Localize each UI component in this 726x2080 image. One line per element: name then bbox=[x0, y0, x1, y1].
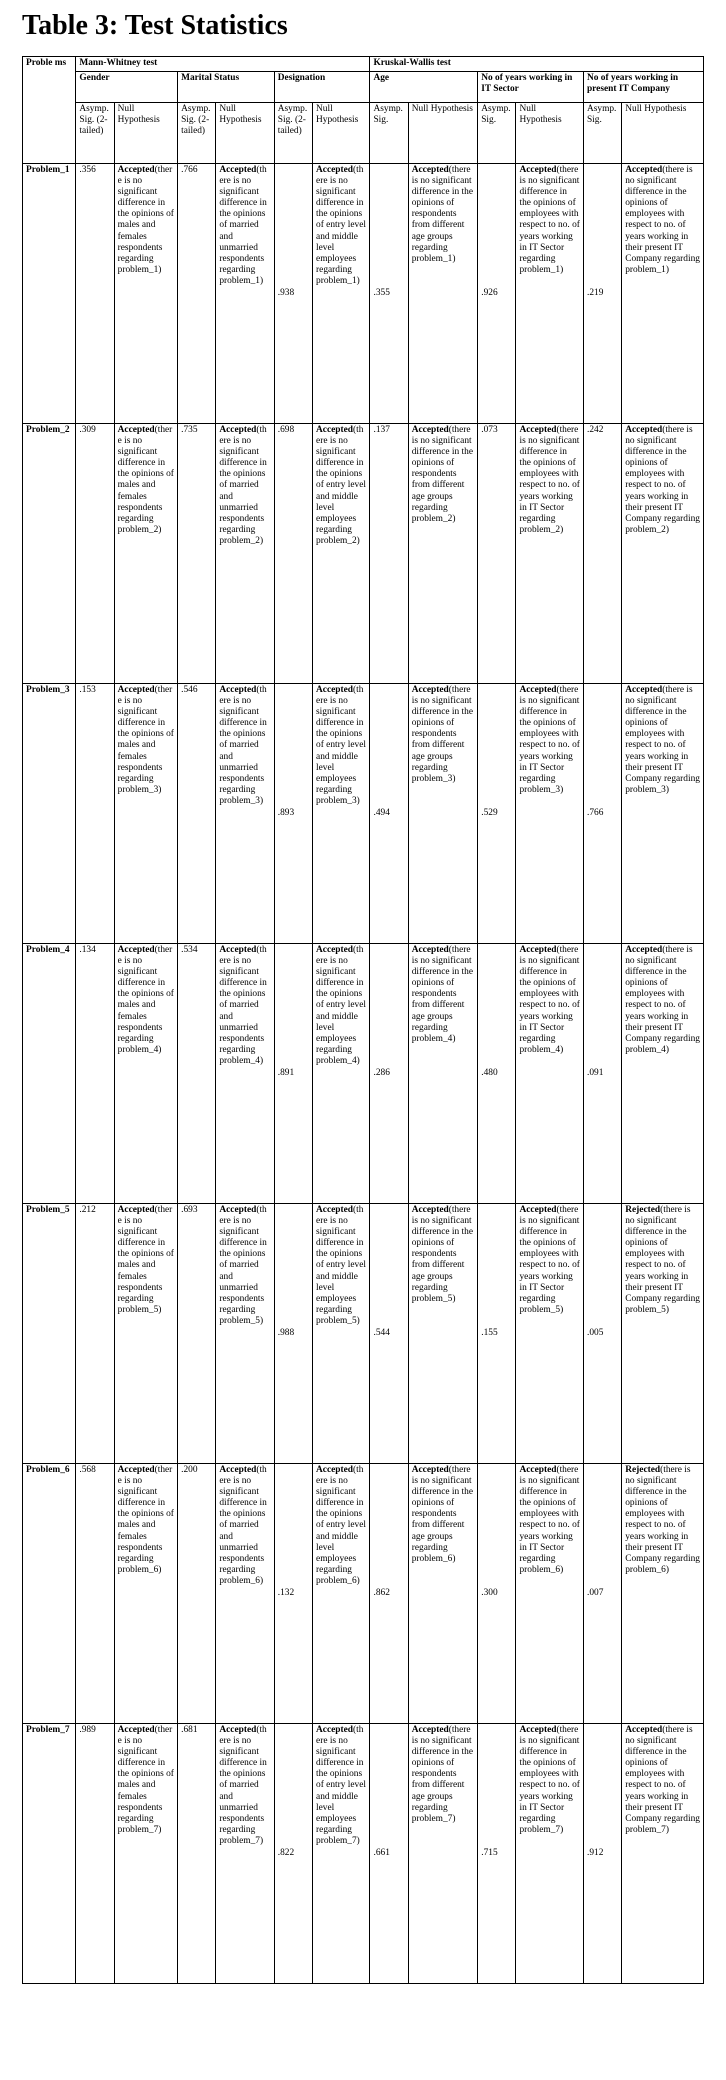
header-age-null: Null Hypothesis bbox=[408, 103, 477, 164]
header-gender: Gender bbox=[76, 72, 178, 103]
designation-sig: .938 bbox=[274, 164, 312, 424]
age-hypothesis bbox=[408, 1724, 477, 1984]
header-years-present-company: No of years working in present IT Company bbox=[583, 72, 703, 103]
company-sig: .091 bbox=[583, 944, 621, 1204]
sector-explanation: (there is no significant difference in the opinions of employees with respect to no. of years working in IT Sector regarding problem_5) bbox=[519, 1205, 580, 1315]
gender-explanation: (there is no significant difference in the opinions of males and females respondents regarding problem_4) bbox=[117, 945, 174, 1055]
header-designation-null: Null Hypothesis bbox=[313, 103, 370, 164]
company-explanation: (there is no significant difference in the opinions of employees with respect to no. of years working in their present IT Company regarding problem_6) bbox=[625, 1465, 700, 1575]
marital-outcome: Accepted bbox=[219, 1205, 257, 1215]
age-sig: .494 bbox=[370, 684, 408, 944]
marital-hypothesis bbox=[216, 1204, 274, 1464]
company-hypothesis bbox=[622, 1464, 704, 1724]
marital-sig: .681 bbox=[178, 1724, 216, 1984]
marital-sig: .693 bbox=[178, 1204, 216, 1464]
company-explanation: (there is no significant difference in the opinions of employees with respect to no. of years working in their present IT Company regarding problem_4) bbox=[625, 945, 700, 1055]
marital-hypothesis bbox=[216, 164, 274, 424]
company-sig: .912 bbox=[583, 1724, 621, 1984]
header-designation: Designation bbox=[274, 72, 370, 103]
designation-sig: .132 bbox=[274, 1464, 312, 1724]
sector-hypothesis bbox=[516, 1464, 583, 1724]
designation-hypothesis bbox=[313, 1724, 370, 1984]
header-sector-sig: Asymp. Sig. bbox=[478, 103, 516, 164]
gender-sig: .356 bbox=[76, 164, 114, 424]
marital-sig: .766 bbox=[178, 164, 216, 424]
gender-hypothesis bbox=[114, 424, 177, 684]
age-sig: .137 bbox=[370, 424, 408, 684]
marital-sig: .534 bbox=[178, 944, 216, 1204]
marital-sig: .546 bbox=[178, 684, 216, 944]
company-explanation: (there is no significant difference in the opinions of employees with respect to no. of years working in their present IT Company regarding problem_1) bbox=[625, 165, 700, 275]
gender-explanation: (there is no significant difference in the opinions of males and females respondents regarding problem_7) bbox=[117, 1725, 174, 1835]
header-marital-null: Null Hypothesis bbox=[216, 103, 274, 164]
header-problems: Proble ms bbox=[23, 57, 76, 164]
designation-sig: .988 bbox=[274, 1204, 312, 1464]
gender-explanation: (there is no significant difference in the opinions of males and females respondents regarding problem_3) bbox=[117, 685, 174, 795]
table-row bbox=[23, 684, 704, 944]
gender-sig: .568 bbox=[76, 1464, 114, 1724]
company-hypothesis bbox=[622, 164, 704, 424]
sector-hypothesis bbox=[516, 1724, 583, 1984]
sector-outcome: Accepted bbox=[519, 1465, 557, 1475]
gender-outcome: Accepted bbox=[117, 945, 155, 955]
sector-explanation: (there is no significant difference in the opinions of employees with respect to no. of years working in IT Sector regarding problem_2) bbox=[519, 425, 580, 535]
age-hypothesis bbox=[408, 1204, 477, 1464]
age-explanation: (there is no significant difference in the opinions of respondents from different age groups regarding problem_7) bbox=[411, 1725, 473, 1824]
company-hypothesis bbox=[622, 1724, 704, 1984]
gender-sig: .309 bbox=[76, 424, 114, 684]
table-row bbox=[23, 424, 704, 684]
gender-explanation: (there is no significant difference in the opinions of males and females respondents regarding problem_1) bbox=[117, 165, 174, 275]
age-outcome: Accepted bbox=[411, 1465, 449, 1475]
designation-hypothesis bbox=[313, 164, 370, 424]
designation-sig: .822 bbox=[274, 1724, 312, 1984]
designation-outcome: Accepted bbox=[316, 945, 353, 955]
header-company-sig: Asymp. Sig. bbox=[583, 103, 621, 164]
marital-explanation: (there is no significant difference in the opinions of married and unmarried respondents regarding problem_3) bbox=[219, 685, 267, 806]
designation-hypothesis bbox=[313, 424, 370, 684]
marital-outcome: Accepted bbox=[219, 945, 257, 955]
company-outcome: Accepted bbox=[625, 165, 663, 175]
header-mann-whitney: Mann-Whitney test bbox=[76, 57, 370, 72]
age-sig: .355 bbox=[370, 164, 408, 424]
company-sig: .007 bbox=[583, 1464, 621, 1724]
age-hypothesis bbox=[408, 424, 477, 684]
age-explanation: (there is no significant difference in the opinions of respondents from different age groups regarding problem_2) bbox=[411, 425, 473, 524]
gender-sig: .212 bbox=[76, 1204, 114, 1464]
marital-explanation: (there is no significant difference in the opinions of married and unmarried respondents regarding problem_4) bbox=[219, 945, 267, 1066]
designation-explanation: (there is no significant difference in the opinions of entry level and middle level employees regarding problem_5) bbox=[316, 1205, 367, 1326]
marital-outcome: Accepted bbox=[219, 425, 257, 435]
age-hypothesis bbox=[408, 684, 477, 944]
gender-hypothesis bbox=[114, 684, 177, 944]
age-explanation: (there is no significant difference in the opinions of respondents from different age groups regarding problem_6) bbox=[411, 1465, 473, 1564]
designation-explanation: (there is no significant difference in the opinions of entry level and middle level employees regarding problem_3) bbox=[316, 685, 367, 806]
problem-label: Problem_7 bbox=[23, 1724, 76, 1984]
age-hypothesis bbox=[408, 1464, 477, 1724]
designation-outcome: Accepted bbox=[316, 1725, 353, 1735]
gender-explanation: (there is no significant difference in the opinions of males and females respondents regarding problem_5) bbox=[117, 1205, 174, 1315]
age-outcome: Accepted bbox=[411, 1205, 449, 1215]
age-outcome: Accepted bbox=[411, 685, 449, 695]
gender-hypothesis bbox=[114, 1204, 177, 1464]
marital-hypothesis bbox=[216, 424, 274, 684]
sector-sig: .155 bbox=[478, 1204, 516, 1464]
gender-outcome: Accepted bbox=[117, 1465, 155, 1475]
sector-hypothesis bbox=[516, 424, 583, 684]
age-outcome: Accepted bbox=[411, 165, 449, 175]
header-kruskal-wallis: Kruskal-Wallis test bbox=[370, 57, 704, 72]
marital-hypothesis bbox=[216, 1724, 274, 1984]
gender-outcome: Accepted bbox=[117, 425, 155, 435]
sector-outcome: Accepted bbox=[519, 685, 557, 695]
sector-sig: .529 bbox=[478, 684, 516, 944]
age-outcome: Accepted bbox=[411, 425, 449, 435]
marital-sig: .735 bbox=[178, 424, 216, 684]
age-explanation: (there is no significant difference in the opinions of respondents from different age groups regarding problem_4) bbox=[411, 945, 473, 1044]
company-hypothesis bbox=[622, 424, 704, 684]
age-explanation: (there is no significant difference in the opinions of respondents from different age groups regarding problem_5) bbox=[411, 1205, 473, 1304]
age-sig: .544 bbox=[370, 1204, 408, 1464]
designation-sig: .698 bbox=[274, 424, 312, 684]
gender-outcome: Accepted bbox=[117, 685, 155, 695]
gender-hypothesis bbox=[114, 944, 177, 1204]
table-row bbox=[23, 164, 704, 424]
marital-sig: .200 bbox=[178, 1464, 216, 1724]
sector-explanation: (there is no significant difference in the opinions of employees with respect to no. of years working in IT Sector regarding problem_3) bbox=[519, 685, 580, 795]
marital-outcome: Accepted bbox=[219, 165, 257, 175]
sector-hypothesis bbox=[516, 684, 583, 944]
gender-outcome: Accepted bbox=[117, 1725, 155, 1735]
header-marital-sig: Asymp. Sig. (2-tailed) bbox=[178, 103, 216, 164]
age-hypothesis bbox=[408, 944, 477, 1204]
designation-explanation: (there is no significant difference in the opinions of entry level and middle level employees regarding problem_6) bbox=[316, 1465, 367, 1586]
test-statistics-table bbox=[22, 56, 704, 1984]
sector-explanation: (there is no significant difference in the opinions of employees with respect to no. of years working in IT Sector regarding problem_7) bbox=[519, 1725, 580, 1835]
marital-outcome: Accepted bbox=[219, 1465, 257, 1475]
problem-label: Problem_5 bbox=[23, 1204, 76, 1464]
header-gender-sig: Asymp. Sig. (2-tailed) bbox=[76, 103, 114, 164]
sector-outcome: Accepted bbox=[519, 1725, 557, 1735]
table-row bbox=[23, 1464, 704, 1724]
marital-explanation: (there is no significant difference in the opinions of married and unmarried respondents regarding problem_1) bbox=[219, 165, 267, 286]
age-outcome: Accepted bbox=[411, 945, 449, 955]
gender-outcome: Accepted bbox=[117, 1205, 155, 1215]
age-hypothesis bbox=[408, 164, 477, 424]
company-outcome: Accepted bbox=[625, 945, 663, 955]
company-sig: .242 bbox=[583, 424, 621, 684]
company-sig: .005 bbox=[583, 1204, 621, 1464]
company-hypothesis bbox=[622, 684, 704, 944]
company-outcome: Accepted bbox=[625, 1725, 663, 1735]
header-age-sig: Asymp. Sig. bbox=[370, 103, 408, 164]
header-years-it-sector: No of years working in IT Sector bbox=[478, 72, 584, 103]
sector-outcome: Accepted bbox=[519, 1205, 557, 1215]
sector-sig: .073 bbox=[478, 424, 516, 684]
table-row bbox=[23, 1724, 704, 1984]
sector-outcome: Accepted bbox=[519, 165, 557, 175]
age-outcome: Accepted bbox=[411, 1725, 449, 1735]
marital-outcome: Accepted bbox=[219, 685, 257, 695]
marital-explanation: (there is no significant difference in the opinions of married and unmarried respondents regarding problem_2) bbox=[219, 425, 267, 546]
table-row bbox=[23, 1204, 704, 1464]
company-sig: .219 bbox=[583, 164, 621, 424]
designation-outcome: Accepted bbox=[316, 165, 353, 175]
sector-outcome: Accepted bbox=[519, 945, 557, 955]
sector-explanation: (there is no significant difference in the opinions of employees with respect to no. of years working in IT Sector regarding problem_1) bbox=[519, 165, 580, 275]
gender-sig: .153 bbox=[76, 684, 114, 944]
marital-hypothesis bbox=[216, 684, 274, 944]
problem-label: Problem_6 bbox=[23, 1464, 76, 1724]
marital-explanation: (there is no significant difference in the opinions of married and unmarried respondents regarding problem_7) bbox=[219, 1725, 267, 1846]
sector-sig: .715 bbox=[478, 1724, 516, 1984]
marital-explanation: (there is no significant difference in the opinions of married and unmarried respondents regarding problem_5) bbox=[219, 1205, 267, 1326]
designation-sig: .891 bbox=[274, 944, 312, 1204]
designation-outcome: Accepted bbox=[316, 1205, 353, 1215]
designation-hypothesis bbox=[313, 1204, 370, 1464]
table-row bbox=[23, 944, 704, 1204]
header-age: Age bbox=[370, 72, 478, 103]
designation-explanation: (there is no significant difference in the opinions of entry level and middle level employees regarding problem_7) bbox=[316, 1725, 367, 1846]
gender-hypothesis bbox=[114, 1464, 177, 1724]
marital-hypothesis bbox=[216, 944, 274, 1204]
age-explanation: (there is no significant difference in the opinions of respondents from different age groups regarding problem_3) bbox=[411, 685, 473, 784]
company-outcome: Accepted bbox=[625, 685, 663, 695]
gender-sig: .134 bbox=[76, 944, 114, 1204]
designation-outcome: Accepted bbox=[316, 685, 353, 695]
company-outcome: Accepted bbox=[625, 425, 663, 435]
designation-hypothesis bbox=[313, 684, 370, 944]
sector-explanation: (there is no significant difference in the opinions of employees with respect to no. of years working in IT Sector regarding problem_6) bbox=[519, 1465, 580, 1575]
marital-explanation: (there is no significant difference in the opinions of married and unmarried respondents regarding problem_6) bbox=[219, 1465, 267, 1586]
designation-hypothesis bbox=[313, 944, 370, 1204]
age-sig: .862 bbox=[370, 1464, 408, 1724]
header-gender-null: Null Hypothesis bbox=[114, 103, 177, 164]
sector-sig: .480 bbox=[478, 944, 516, 1204]
gender-hypothesis bbox=[114, 164, 177, 424]
sector-sig: .926 bbox=[478, 164, 516, 424]
gender-hypothesis bbox=[114, 1724, 177, 1984]
designation-explanation: (there is no significant difference in the opinions of entry level and middle level employees regarding problem_2) bbox=[316, 425, 367, 546]
company-outcome: Rejected bbox=[625, 1465, 661, 1475]
header-designation-sig: Asymp. Sig. (2-tailed) bbox=[274, 103, 312, 164]
gender-outcome: Accepted bbox=[117, 165, 155, 175]
age-sig: .286 bbox=[370, 944, 408, 1204]
sector-hypothesis bbox=[516, 1204, 583, 1464]
problem-label: Problem_4 bbox=[23, 944, 76, 1204]
header-company-null: Null Hypothesis bbox=[622, 103, 704, 164]
sector-hypothesis bbox=[516, 944, 583, 1204]
sector-explanation: (there is no significant difference in the opinions of employees with respect to no. of years working in IT Sector regarding problem_4) bbox=[519, 945, 580, 1055]
gender-explanation: (there is no significant difference in the opinions of males and females respondents regarding problem_2) bbox=[117, 425, 174, 535]
company-explanation: (there is no significant difference in the opinions of employees with respect to no. of years working in their present IT Company regarding problem_7) bbox=[625, 1725, 700, 1835]
problem-label: Problem_3 bbox=[23, 684, 76, 944]
designation-outcome: Accepted bbox=[316, 425, 353, 435]
company-explanation: (there is no significant difference in the opinions of employees with respect to no. of years working in their present IT Company regarding problem_2) bbox=[625, 425, 700, 535]
company-hypothesis bbox=[622, 944, 704, 1204]
table-title: Table 3: Test Statistics bbox=[22, 10, 288, 41]
problem-label: Problem_1 bbox=[23, 164, 76, 424]
designation-explanation: (there is no significant difference in the opinions of entry level and middle level employees regarding problem_1) bbox=[316, 165, 367, 286]
designation-sig: .893 bbox=[274, 684, 312, 944]
sector-hypothesis bbox=[516, 164, 583, 424]
header-sector-null: Null Hypothesis bbox=[516, 103, 583, 164]
age-sig: .661 bbox=[370, 1724, 408, 1984]
company-sig: .766 bbox=[583, 684, 621, 944]
designation-explanation: (there is no significant difference in the opinions of entry level and middle level employees regarding problem_4) bbox=[316, 945, 367, 1066]
company-outcome: Rejected bbox=[625, 1205, 661, 1215]
gender-sig: .989 bbox=[76, 1724, 114, 1984]
designation-outcome: Accepted bbox=[316, 1465, 353, 1475]
problem-label: Problem_2 bbox=[23, 424, 76, 684]
company-hypothesis bbox=[622, 1204, 704, 1464]
designation-hypothesis bbox=[313, 1464, 370, 1724]
sector-outcome: Accepted bbox=[519, 425, 557, 435]
sector-sig: .300 bbox=[478, 1464, 516, 1724]
company-explanation: (there is no significant difference in the opinions of employees with respect to no. of years working in their present IT Company regarding problem_3) bbox=[625, 685, 700, 795]
gender-explanation: (there is no significant difference in the opinions of males and females respondents regarding problem_6) bbox=[117, 1465, 174, 1575]
company-explanation: (there is no significant difference in the opinions of employees with respect to no. of years working in their present IT Company regarding problem_5) bbox=[625, 1205, 700, 1315]
age-explanation: (there is no significant difference in the opinions of respondents from different age groups regarding problem_1) bbox=[411, 165, 473, 264]
marital-outcome: Accepted bbox=[219, 1725, 257, 1735]
header-marital-status: Marital Status bbox=[178, 72, 275, 103]
marital-hypothesis bbox=[216, 1464, 274, 1724]
